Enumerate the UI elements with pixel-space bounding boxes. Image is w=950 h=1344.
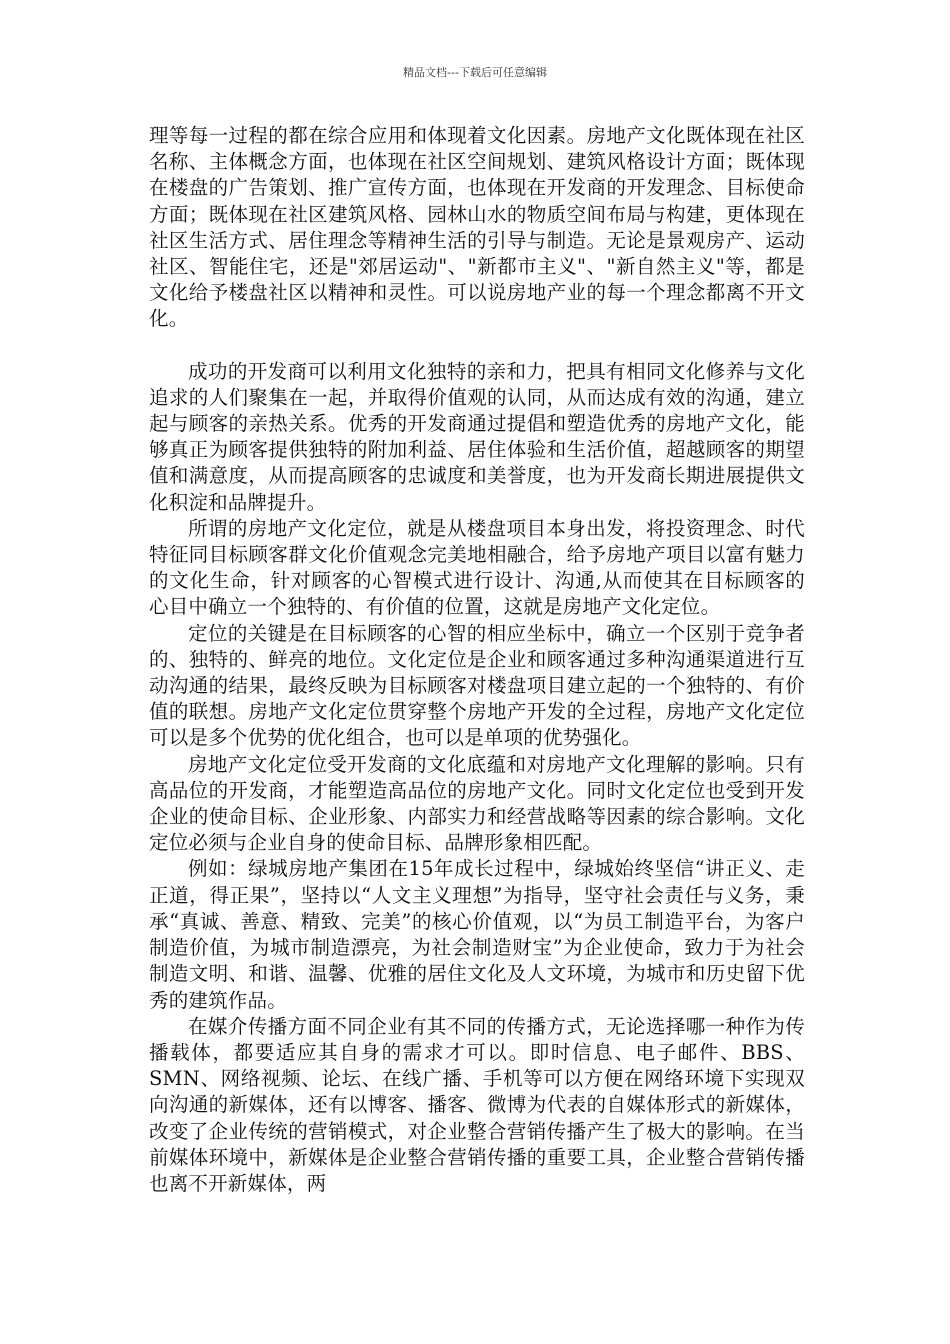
paragraph-6: 例如：绿城房地产集团在15年成长过程中，绿城始终坚信“讲正义、走正道，得正果”，坚持以“人文主义理想”为指导，坚守社会责任与义务，秉承“真诚、善意、精致、完美”的核心价值观，以“为员工制造平台，为客户制造价值，为城市制造漂亮，为社会制造财宝”为企业使命，致力于为社会制造文明、和谐、温馨、优雅的居住文化及人文环境，为城市和历史留下优秀的建筑作品。: [149, 857, 805, 1012]
document-body: [149, 123, 805, 1197]
paragraph-5: 房地产文化定位受开发商的文化底蕴和对房地产文化理解的影响。只有高品位的开发商，才能塑造高品位的房地产文化。同时文化定位也受到开发企业的使命目标、企业形象、内部实力和经营战略等因素的综合影响。文化定位必须与企业自身的使命目标、品牌形象相匹配。: [149, 752, 805, 855]
paragraph-1: 理等每一过程的都在综合应用和体现着文化因素。房地产文化既体现在社区名称、主体概念方面，也体现在社区空间规划、建筑风格设计方面；既体现在楼盘的广告策划、推广宣传方面，也体现在开发商的开发理念、目标使命方面；既体现在社区建筑风格、园林山水的物质空间布局与构建，更体现在社区生活方式、居住理念等精神生活的引导与制造。无论是景观房产、运动社区、智能住宅，还是"郊居运动"、"新都市主义"、"新自然主义"等，都是文化给予楼盘社区以精神和灵性。可以说房地产业的每一个理念都离不开文化。: [149, 124, 805, 331]
paragraph-7: 在媒介传播方面不同企业有其不同的传播方式，无论选择哪一种作为传播载体，都要适应其自身的需求才可以。即时信息、电子邮件、BBS、SMN、网络视频、论坛、在线广播、手机等可以方便在网络环境下实现双向沟通的新媒体，还有以博客、播客、微博为代表的自媒体形式的新媒体，改变了企业传统的营销模式，对企业整合营销传播产生了极大的影响。在当前媒体环境中，新媒体是企业整合营销传播的重要工具，企业整合营销传播也离不开新媒体，两: [149, 1014, 805, 1195]
paragraph-3: 所谓的房地产文化定位，就是从楼盘项目本身出发，将投资理念、时代特征同目标顾客群文化价值观念完美地相融合，给予房地产项目以富有魅力的文化生命，针对顾客的心智模式进行设计、沟通,从而使其在目标顾客的心目中确立一个独特的、有价值的位置，这就是房地产文化定位。: [149, 516, 805, 619]
paragraph-2: 成功的开发商可以利用文化独特的亲和力，把具有相同文化修养与文化追求的人们聚集在一起，并取得价值观的认同，从而达成有效的沟通，建立起与顾客的亲热关系。优秀的开发商通过提倡和塑造优秀的房地产文化，能够真正为顾客提供独特的附加利益、居住体验和生活价值，超越顾客的期望值和满意度，从而提高顾客的忠诚度和美誉度，也为开发商长期进展提供文化积淀和品牌提升。: [149, 359, 805, 514]
paragraph-gap: [149, 333, 805, 359]
paragraph-4: 定位的关键是在目标顾客的心智的相应坐标中，确立一个区别于竞争者的、独特的、鲜亮的地位。文化定位是企业和顾客通过多种沟通渠道进行互动沟通的结果，最终反映为目标顾客对楼盘项目建立起的一个独特的、有价值的联想。房地产文化定位贯穿整个房地产开发的全过程，房地产文化定位可以是多个优势的优化组合，也可以是单项的优势强化。: [149, 621, 805, 750]
page-header: 精品文档---下载后可任意编辑: [403, 66, 547, 79]
